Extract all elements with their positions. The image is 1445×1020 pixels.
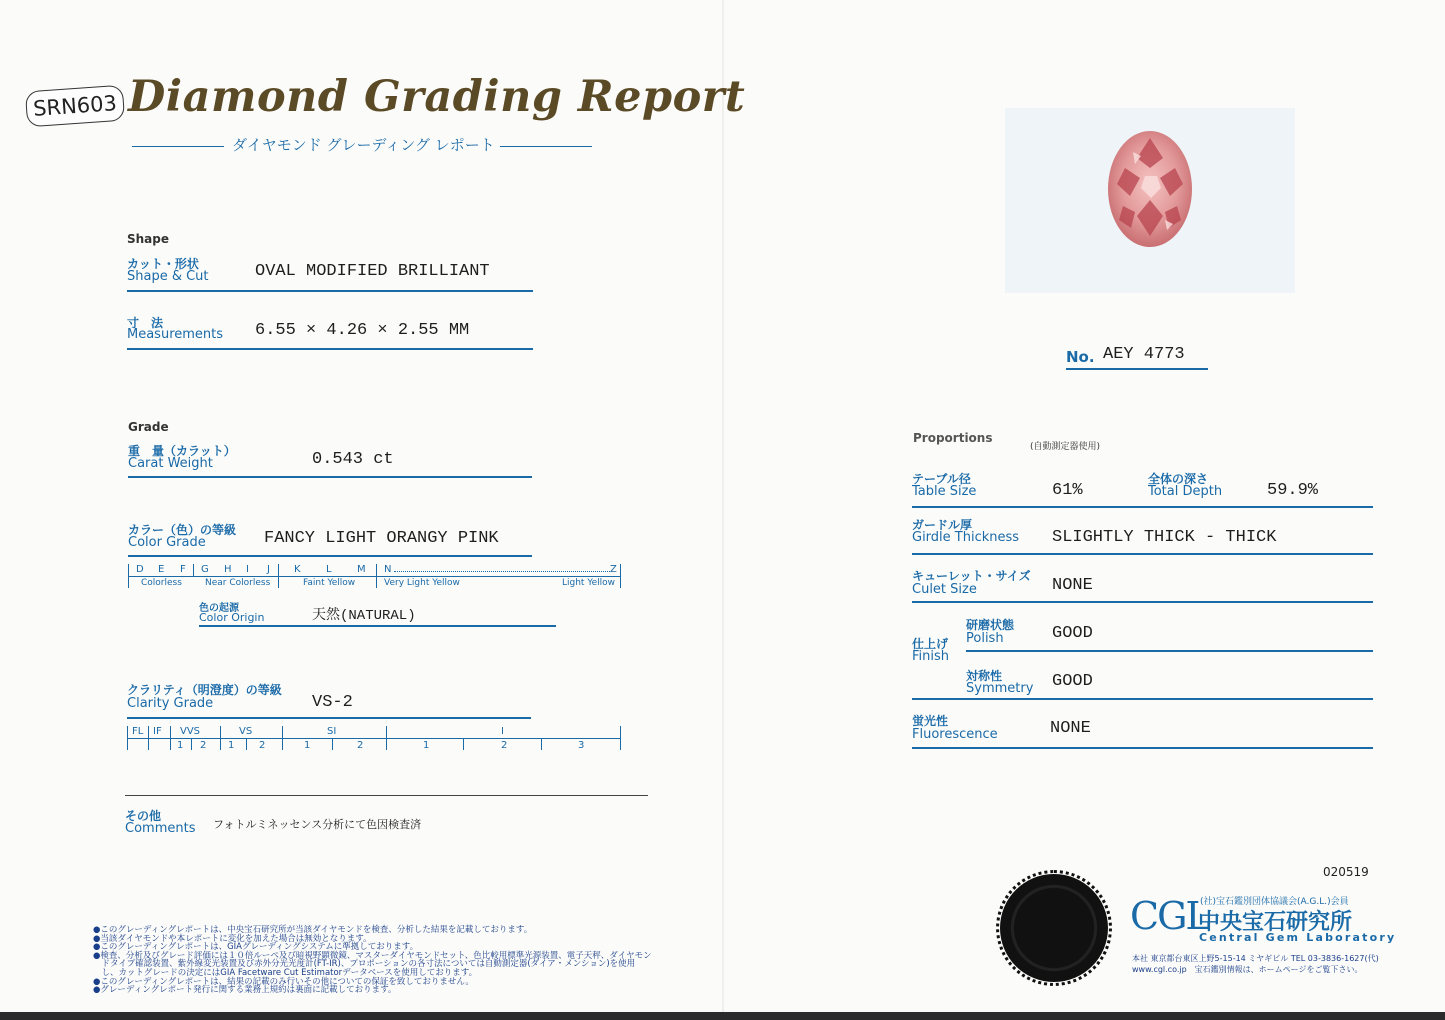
color-group-label: Very Light Yellow [384, 578, 460, 588]
fluorescence-rule [912, 747, 1373, 749]
lab-website: www.cgl.co.jp 宝石鑑別情報は、ホームページをご覧下さい。 [1132, 965, 1363, 974]
embossed-seal [1000, 874, 1108, 982]
color-letter: E [158, 564, 165, 575]
color-grade-rule [128, 555, 532, 557]
proportions-note: (自動測定器使用) [1030, 442, 1101, 452]
note-line: し、カットグレードの決定にはGIA Facetware Cut Estimatorデータベースを使用しております。 [93, 967, 478, 978]
clarity-sub-label: 1 [304, 740, 311, 751]
clarity-sub-label: 2 [259, 740, 266, 751]
clarity-group-label: FL [132, 726, 144, 737]
color-grade-label-en: Color Grade [128, 535, 206, 550]
symmetry-label-en: Symmetry [966, 681, 1034, 696]
comments-label-jp: その他 [125, 809, 162, 823]
culet-rule [912, 601, 1373, 603]
clarity-scale-tick [220, 726, 221, 750]
color-scale-tick [278, 564, 279, 588]
girdle-label-en: Girdle Thickness [912, 530, 1020, 545]
gem-photo [1105, 128, 1195, 250]
carat-value: 0.543 ct [312, 450, 394, 469]
clarity-sub-label: 3 [578, 740, 585, 751]
note-line: ●このグレーディングレポートは、GIAグレーディングシステムに準拠しております。 [93, 942, 419, 953]
table-size-label-jp: テーブル径 [912, 472, 971, 486]
measurements-value: 6.55 × 4.26 × 2.55 MM [255, 321, 470, 340]
shape-cut-label-jp: カット・形状 [127, 257, 199, 271]
clarity-sub-label: 1 [177, 740, 184, 751]
color-scale-axis [128, 576, 621, 577]
symmetry-rule [912, 698, 1373, 700]
note-line: ドタイプ確認装置、紫外線変光装置及び赤外分光光度計(FT-IR)、プロポーションの各寸法については自動測定器(ダイア・メンション)を使用 [93, 959, 636, 970]
cgl-logo: CGL [1130, 894, 1209, 938]
total-depth-label-jp: 全体の深さ [1148, 472, 1209, 486]
total-depth-value: 59.9% [1267, 481, 1319, 500]
color-letter: G [201, 564, 209, 575]
note-line: ●グレーディングレポート発行に関する業務上規約は裏面に記載しております。 [93, 985, 397, 996]
color-scale-tick [193, 564, 194, 576]
clarity-group-label: VS [239, 726, 253, 737]
clarity-sub-label: 2 [501, 740, 508, 751]
clarity-label-jp: クラリティ（明澄度）の等級 [127, 683, 282, 697]
polish-label-en: Polish [966, 631, 1004, 646]
color-letter: F [180, 564, 186, 575]
clarity-scale-tick [541, 738, 542, 750]
carat-label-en: Carat Weight [128, 456, 213, 471]
comments-value: フォトルミネッセンス分析にて色因検査済 [213, 818, 422, 831]
carat-label-jp: 重 量（カラット） [128, 444, 236, 458]
clarity-scale-tick [282, 726, 283, 750]
clarity-sub-label: 2 [200, 740, 207, 751]
culet-value: NONE [1052, 576, 1093, 595]
handwritten-code-label: SRN603 [25, 85, 125, 128]
clarity-scale [127, 724, 622, 752]
color-letter: Z [610, 564, 617, 575]
grade-section-title: Grade [128, 420, 169, 434]
comments-top-rule [125, 795, 648, 796]
bottom-edge [0, 1012, 1445, 1020]
shape-section-title: Shape [127, 232, 170, 246]
clarity-scale-axis [127, 738, 621, 739]
clarity-scale-tick [191, 738, 192, 750]
report-no-label: No. [1066, 348, 1095, 366]
color-group-label: Light Yellow [562, 578, 616, 588]
color-letter: I [246, 564, 249, 575]
color-letter: K [294, 564, 301, 575]
color-group-label: Colorless [141, 578, 182, 588]
report-no-value: AEY 4773 [1103, 345, 1185, 364]
color-letter: J [267, 564, 270, 575]
lab-association: (社)宝石鑑別団体協議会(A.G.L.)会員 [1200, 897, 1349, 907]
color-group-label: Faint Yellow [303, 578, 356, 588]
finish-label-en: Finish [912, 649, 950, 664]
report-subtitle: ダイヤモンド グレーディング レポート [232, 136, 495, 154]
symmetry-value: GOOD [1052, 672, 1093, 691]
clarity-sub-label: 1 [228, 740, 235, 751]
color-origin-rule [199, 625, 556, 627]
notes-block [93, 926, 652, 995]
polish-label-jp: 研磨状態 [966, 618, 1015, 632]
color-group-label: Near Colorless [205, 578, 271, 588]
color-letter: L [326, 564, 332, 575]
clarity-label-en: Clarity Grade [127, 696, 214, 711]
clarity-group-label: VVS [180, 726, 201, 737]
clarity-sub-label: 2 [357, 740, 364, 751]
color-origin-value: 天然(NATURAL) [312, 608, 416, 624]
color-letter: D [136, 564, 144, 575]
comments-label-en: Comments [125, 821, 196, 836]
color-letter: N [384, 564, 392, 575]
measurements-label-en: Measurements [127, 327, 224, 342]
clarity-group-label: SI [327, 726, 337, 737]
clarity-rule [127, 717, 531, 719]
clarity-group-label: IF [153, 726, 162, 737]
table-size-label-en: Table Size [912, 484, 977, 499]
total-depth-label-en: Total Depth [1148, 484, 1223, 499]
lab-name-jp: 中央宝石研究所 [1198, 910, 1353, 935]
table-size-value: 61% [1052, 481, 1083, 500]
clarity-scale-tick [148, 726, 149, 750]
lab-name-en: Central Gem Laboratory [1199, 931, 1397, 944]
page-fold [722, 0, 724, 1020]
shape-cut-label-en: Shape & Cut [127, 269, 209, 284]
symmetry-label-jp: 対称性 [966, 669, 1003, 683]
proportions-section-title: Proportions [913, 431, 993, 445]
subtitle-rule-left [132, 146, 224, 147]
girdle-value: SLIGHTLY THICK - THICK [1052, 528, 1277, 547]
note-line: ●検査、分析及びグレード評価には１０倍ルーペ及び暗視野顕微鏡、マスターダイヤモンドセット、色比較用標準光源装置、電子天秤、ダイヤモン [93, 950, 652, 961]
clarity-scale-tick [386, 726, 387, 750]
fluorescence-label-jp: 蛍光性 [912, 714, 949, 728]
color-origin-label-jp: 色の起源 [199, 603, 239, 614]
fluorescence-label-en: Fluorescence [912, 727, 998, 742]
table-depth-rule [912, 506, 1373, 508]
fluorescence-value: NONE [1050, 719, 1091, 738]
lab-address: 本社 東京都台東区上野5-15-14 ミヤギビル TEL 03-3836-1627(代) [1132, 954, 1379, 963]
color-grade-value: FANCY LIGHT ORANGY PINK [264, 529, 499, 548]
shape-cut-rule [127, 290, 533, 292]
girdle-label-jp: ガードル厚 [912, 518, 973, 532]
clarity-scale-tick [170, 726, 171, 750]
clarity-sub-label: 1 [423, 740, 430, 751]
color-origin-label-en: Color Origin [199, 611, 265, 624]
color-scale [128, 562, 622, 590]
color-letter: M [357, 564, 366, 575]
note-line: ●このグレーディングレポートは、結果の記載のみ行いその他についての保証を致しておりません。 [93, 976, 474, 987]
culet-label-jp: キューレット・サイズ [912, 569, 1031, 583]
clarity-scale-tick [463, 738, 464, 750]
carat-rule [128, 476, 532, 478]
serial-number: 020519 [1323, 865, 1369, 879]
measurements-label-jp: 寸 法 [127, 316, 164, 330]
color-scale-dotted [394, 571, 610, 572]
note-line: ●このグレーディングレポートは、中央宝石研究所が当該ダイヤモンドを検査、分析した結果を記載しております。 [93, 925, 533, 935]
polish-value: GOOD [1052, 624, 1093, 643]
measurements-rule [127, 348, 533, 350]
color-grade-label-jp: カラー（色）の等級 [128, 523, 237, 537]
clarity-group-label: I [501, 726, 504, 737]
note-line: ●当該ダイヤモンドや本レポートに変化を加えた場合は無効となります。 [93, 933, 372, 944]
culet-label-en: Culet Size [912, 582, 977, 597]
clarity-value: VS-2 [312, 693, 353, 712]
color-letter: H [224, 564, 232, 575]
report-title: Diamond Grading Report [128, 72, 746, 122]
girdle-rule [912, 553, 1373, 555]
report-no-rule [1066, 368, 1208, 370]
color-scale-tick [376, 564, 377, 588]
clarity-scale-tick [332, 738, 333, 750]
finish-label-jp: 仕上げ [912, 637, 949, 651]
clarity-scale-tick [246, 738, 247, 750]
subtitle-rule-right [500, 146, 592, 147]
polish-rule [966, 650, 1373, 652]
shape-cut-value: OVAL MODIFIED BRILLIANT [255, 262, 490, 281]
